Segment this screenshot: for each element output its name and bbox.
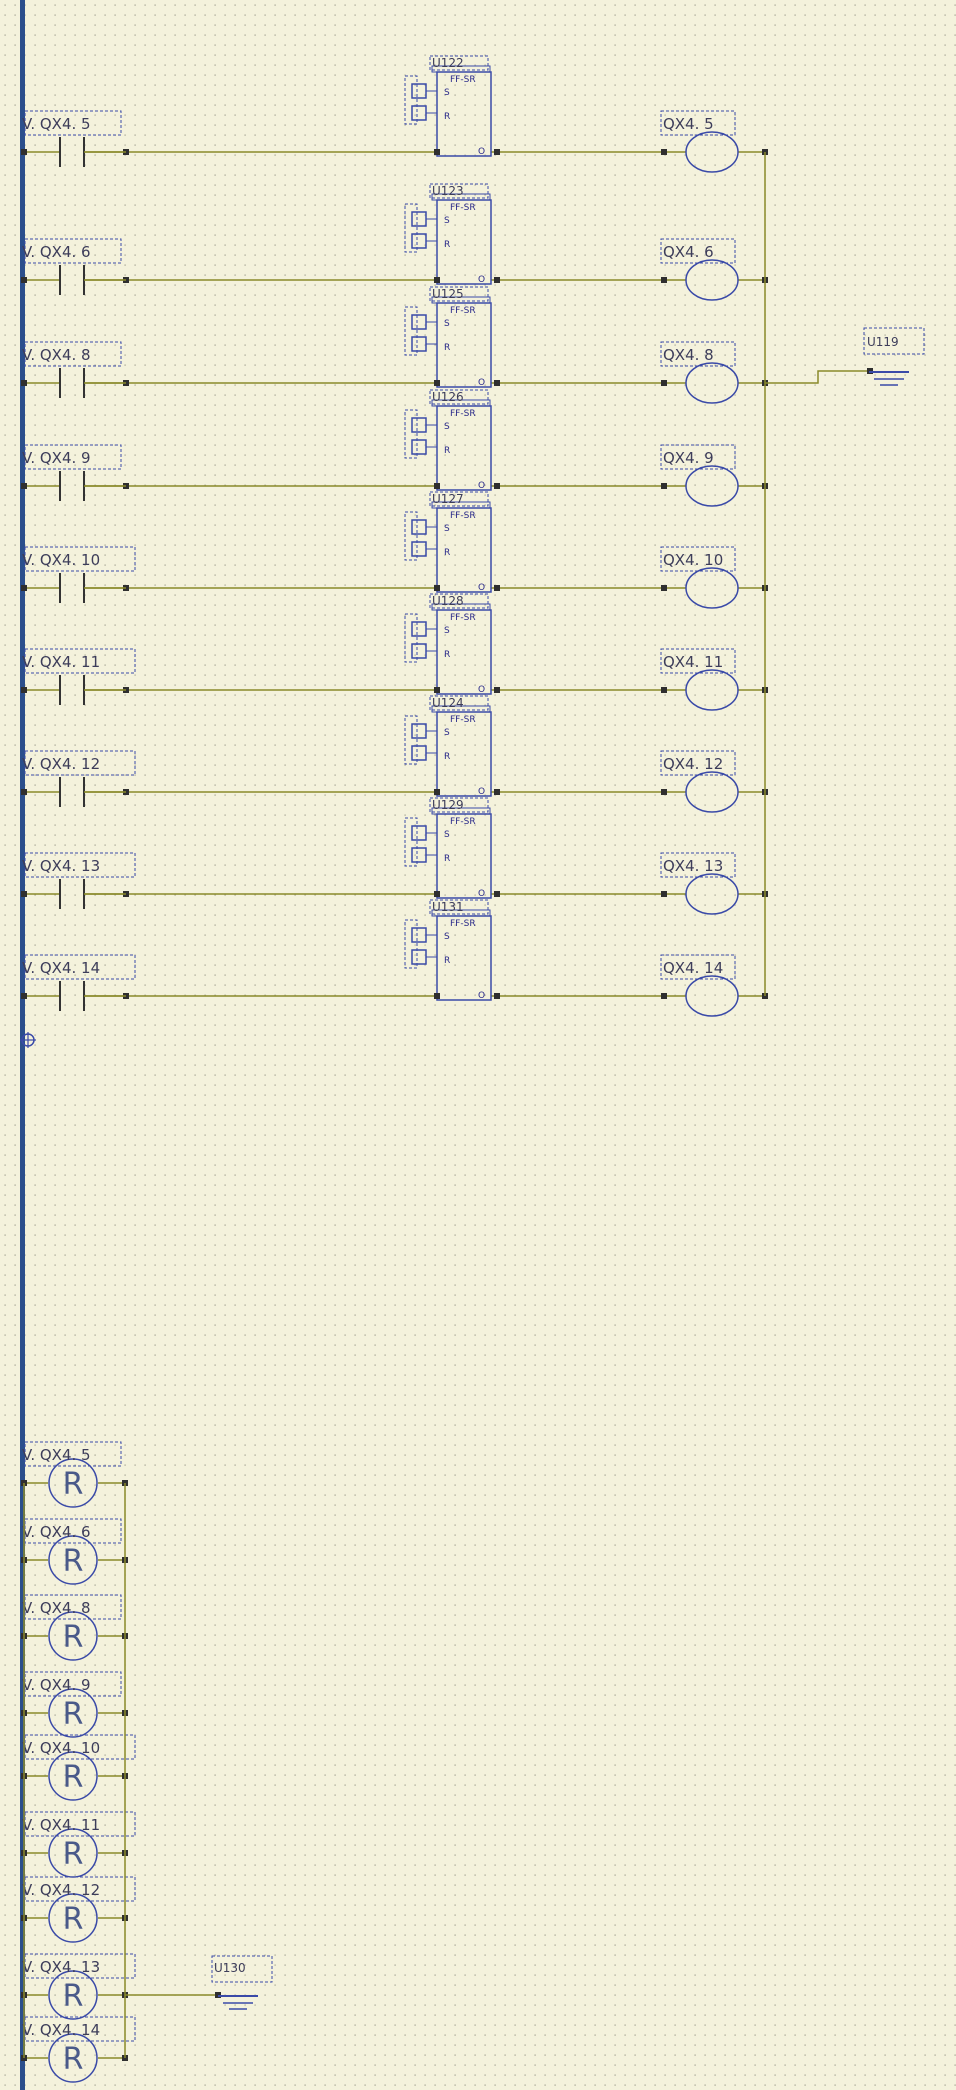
coil-label: QX4. 13 [663,857,724,875]
pin-set-label: S [444,626,450,636]
pin-output-label: O [478,583,486,593]
block-type: FF-SR [450,919,476,929]
pin-reset-label: R [444,752,451,762]
reset-coil-symbol: R [62,1467,84,1502]
pin-reset-label: R [444,650,451,660]
block-type: FF-SR [450,75,476,85]
block-terminal-in[interactable] [434,993,440,999]
pin-reset-label: R [444,854,451,864]
pin-set-label: S [444,422,450,432]
block-terminal-in[interactable] [434,789,440,795]
contact-label: V. QX4. 13 [22,857,101,875]
pin-reset-label: R [444,446,451,456]
block-terminal-in[interactable] [434,380,440,386]
block-terminal-out[interactable] [494,687,500,693]
contact-label: V. QX4. 11 [22,653,101,671]
coil-label: QX4. 5 [663,115,714,133]
coil-terminal-left[interactable] [661,789,667,795]
coil-label: QX4. 14 [663,959,724,977]
contact-label: V. QX4. 8 [22,346,91,364]
block-type: FF-SR [450,613,476,623]
reset-coil-label: V. QX4. 6 [22,1523,91,1541]
pin-reset-label: R [444,240,451,250]
reset-coil-symbol: R [62,1544,84,1579]
block-terminal-in[interactable] [434,891,440,897]
coil-label: QX4. 8 [663,346,714,364]
pin-reset-label: R [444,112,451,122]
block-terminal-in[interactable] [434,277,440,283]
block-type: FF-SR [450,409,476,419]
pin-set-label: S [444,830,450,840]
pin-output-label: O [478,889,486,899]
contact-label: V. QX4. 10 [22,551,101,569]
pin-set-label: S [444,728,450,738]
reset-coil-symbol: R [62,1760,84,1795]
block-terminal-in[interactable] [434,483,440,489]
block-id: U128 [432,594,464,608]
block-terminal-out[interactable] [494,993,500,999]
contact-terminal-left[interactable] [21,277,27,283]
contact-terminal-left[interactable] [21,789,27,795]
block-terminal-out[interactable] [494,789,500,795]
coil-terminal-left[interactable] [661,483,667,489]
ground-label: U119 [867,335,899,349]
pin-set-label: S [444,88,450,98]
pin-output-label: O [478,147,486,157]
pin-output-label: O [478,991,486,1001]
pin-set-label: S [444,932,450,942]
contact-terminal-left[interactable] [21,993,27,999]
reset-coil-label: V. QX4. 11 [22,1816,101,1834]
contact-terminal-left[interactable] [21,380,27,386]
pin-output-label: O [478,787,486,797]
contact-terminal-left[interactable] [21,891,27,897]
coil-label: QX4. 10 [663,551,724,569]
pin-set-label: S [444,319,450,329]
pin-output-label: O [478,275,486,285]
reset-coil-symbol: R [62,1697,84,1732]
reset-coil-symbol: R [62,1837,84,1872]
reset-coil-label: V. QX4. 10 [22,1739,101,1757]
block-type: FF-SR [450,203,476,213]
block-type: FF-SR [450,306,476,316]
block-terminal-in[interactable] [434,149,440,155]
coil-label: QX4. 9 [663,449,714,467]
coil-terminal-left[interactable] [661,585,667,591]
block-terminal-out[interactable] [494,277,500,283]
reset-coil-label: V. QX4. 8 [22,1599,91,1617]
pin-set-label: S [444,524,450,534]
coil-terminal-left[interactable] [661,993,667,999]
block-terminal-out[interactable] [494,483,500,489]
contact-terminal-left[interactable] [21,483,27,489]
coil-terminal-left[interactable] [661,687,667,693]
pin-set-label: S [444,216,450,226]
pin-output-label: O [478,685,486,695]
block-id: U125 [432,287,464,301]
reset-coil-symbol: R [62,1979,84,2014]
block-terminal-out[interactable] [494,891,500,897]
block-type: FF-SR [450,715,476,725]
coil-terminal-left[interactable] [661,277,667,283]
pin-output-label: O [478,481,486,491]
pin-reset-label: R [444,343,451,353]
reset-coil-label: V. QX4. 5 [22,1446,91,1464]
contact-terminal-left[interactable] [21,585,27,591]
coil-terminal-left[interactable] [661,891,667,897]
reset-coil-symbol: R [62,1902,84,1937]
contact-label: V. QX4. 9 [22,449,91,467]
block-id: U124 [432,696,464,710]
block-id: U123 [432,184,464,198]
contact-label: V. QX4. 14 [22,959,101,977]
contact-label: V. QX4. 6 [22,243,91,261]
contact-terminal-left[interactable] [21,149,27,155]
block-terminal-out[interactable] [494,585,500,591]
pin-output-label: O [478,378,486,388]
coil-terminal-left[interactable] [661,149,667,155]
reset-coil-label: V. QX4. 9 [22,1676,91,1694]
contact-terminal-left[interactable] [21,687,27,693]
block-id: U131 [432,900,464,914]
ground-label: U130 [214,1961,246,1975]
block-terminal-in[interactable] [434,585,440,591]
pin-reset-label: R [444,548,451,558]
coil-label: QX4. 12 [663,755,724,773]
reset-coil-label: V. QX4. 12 [22,1881,101,1899]
pin-reset-label: R [444,956,451,966]
block-type: FF-SR [450,817,476,827]
block-type: FF-SR [450,511,476,521]
block-terminal-in[interactable] [434,687,440,693]
block-terminal-out[interactable] [494,149,500,155]
reset-coil-symbol: R [62,1620,84,1655]
coil-terminal-left[interactable] [661,380,667,386]
reset-coil-label: V. QX4. 13 [22,1958,101,1976]
reset-coil-label: V. QX4. 14 [22,2021,101,2039]
block-terminal-out[interactable] [494,380,500,386]
block-id: U126 [432,390,464,404]
contact-label: V. QX4. 12 [22,755,101,773]
contact-label: V. QX4. 5 [22,115,91,133]
coil-label: QX4. 11 [663,653,724,671]
block-id: U127 [432,492,464,506]
block-id: U129 [432,798,464,812]
reset-coil-symbol: R [62,2042,84,2077]
coil-label: QX4. 6 [663,243,714,261]
block-id: U122 [432,56,464,70]
